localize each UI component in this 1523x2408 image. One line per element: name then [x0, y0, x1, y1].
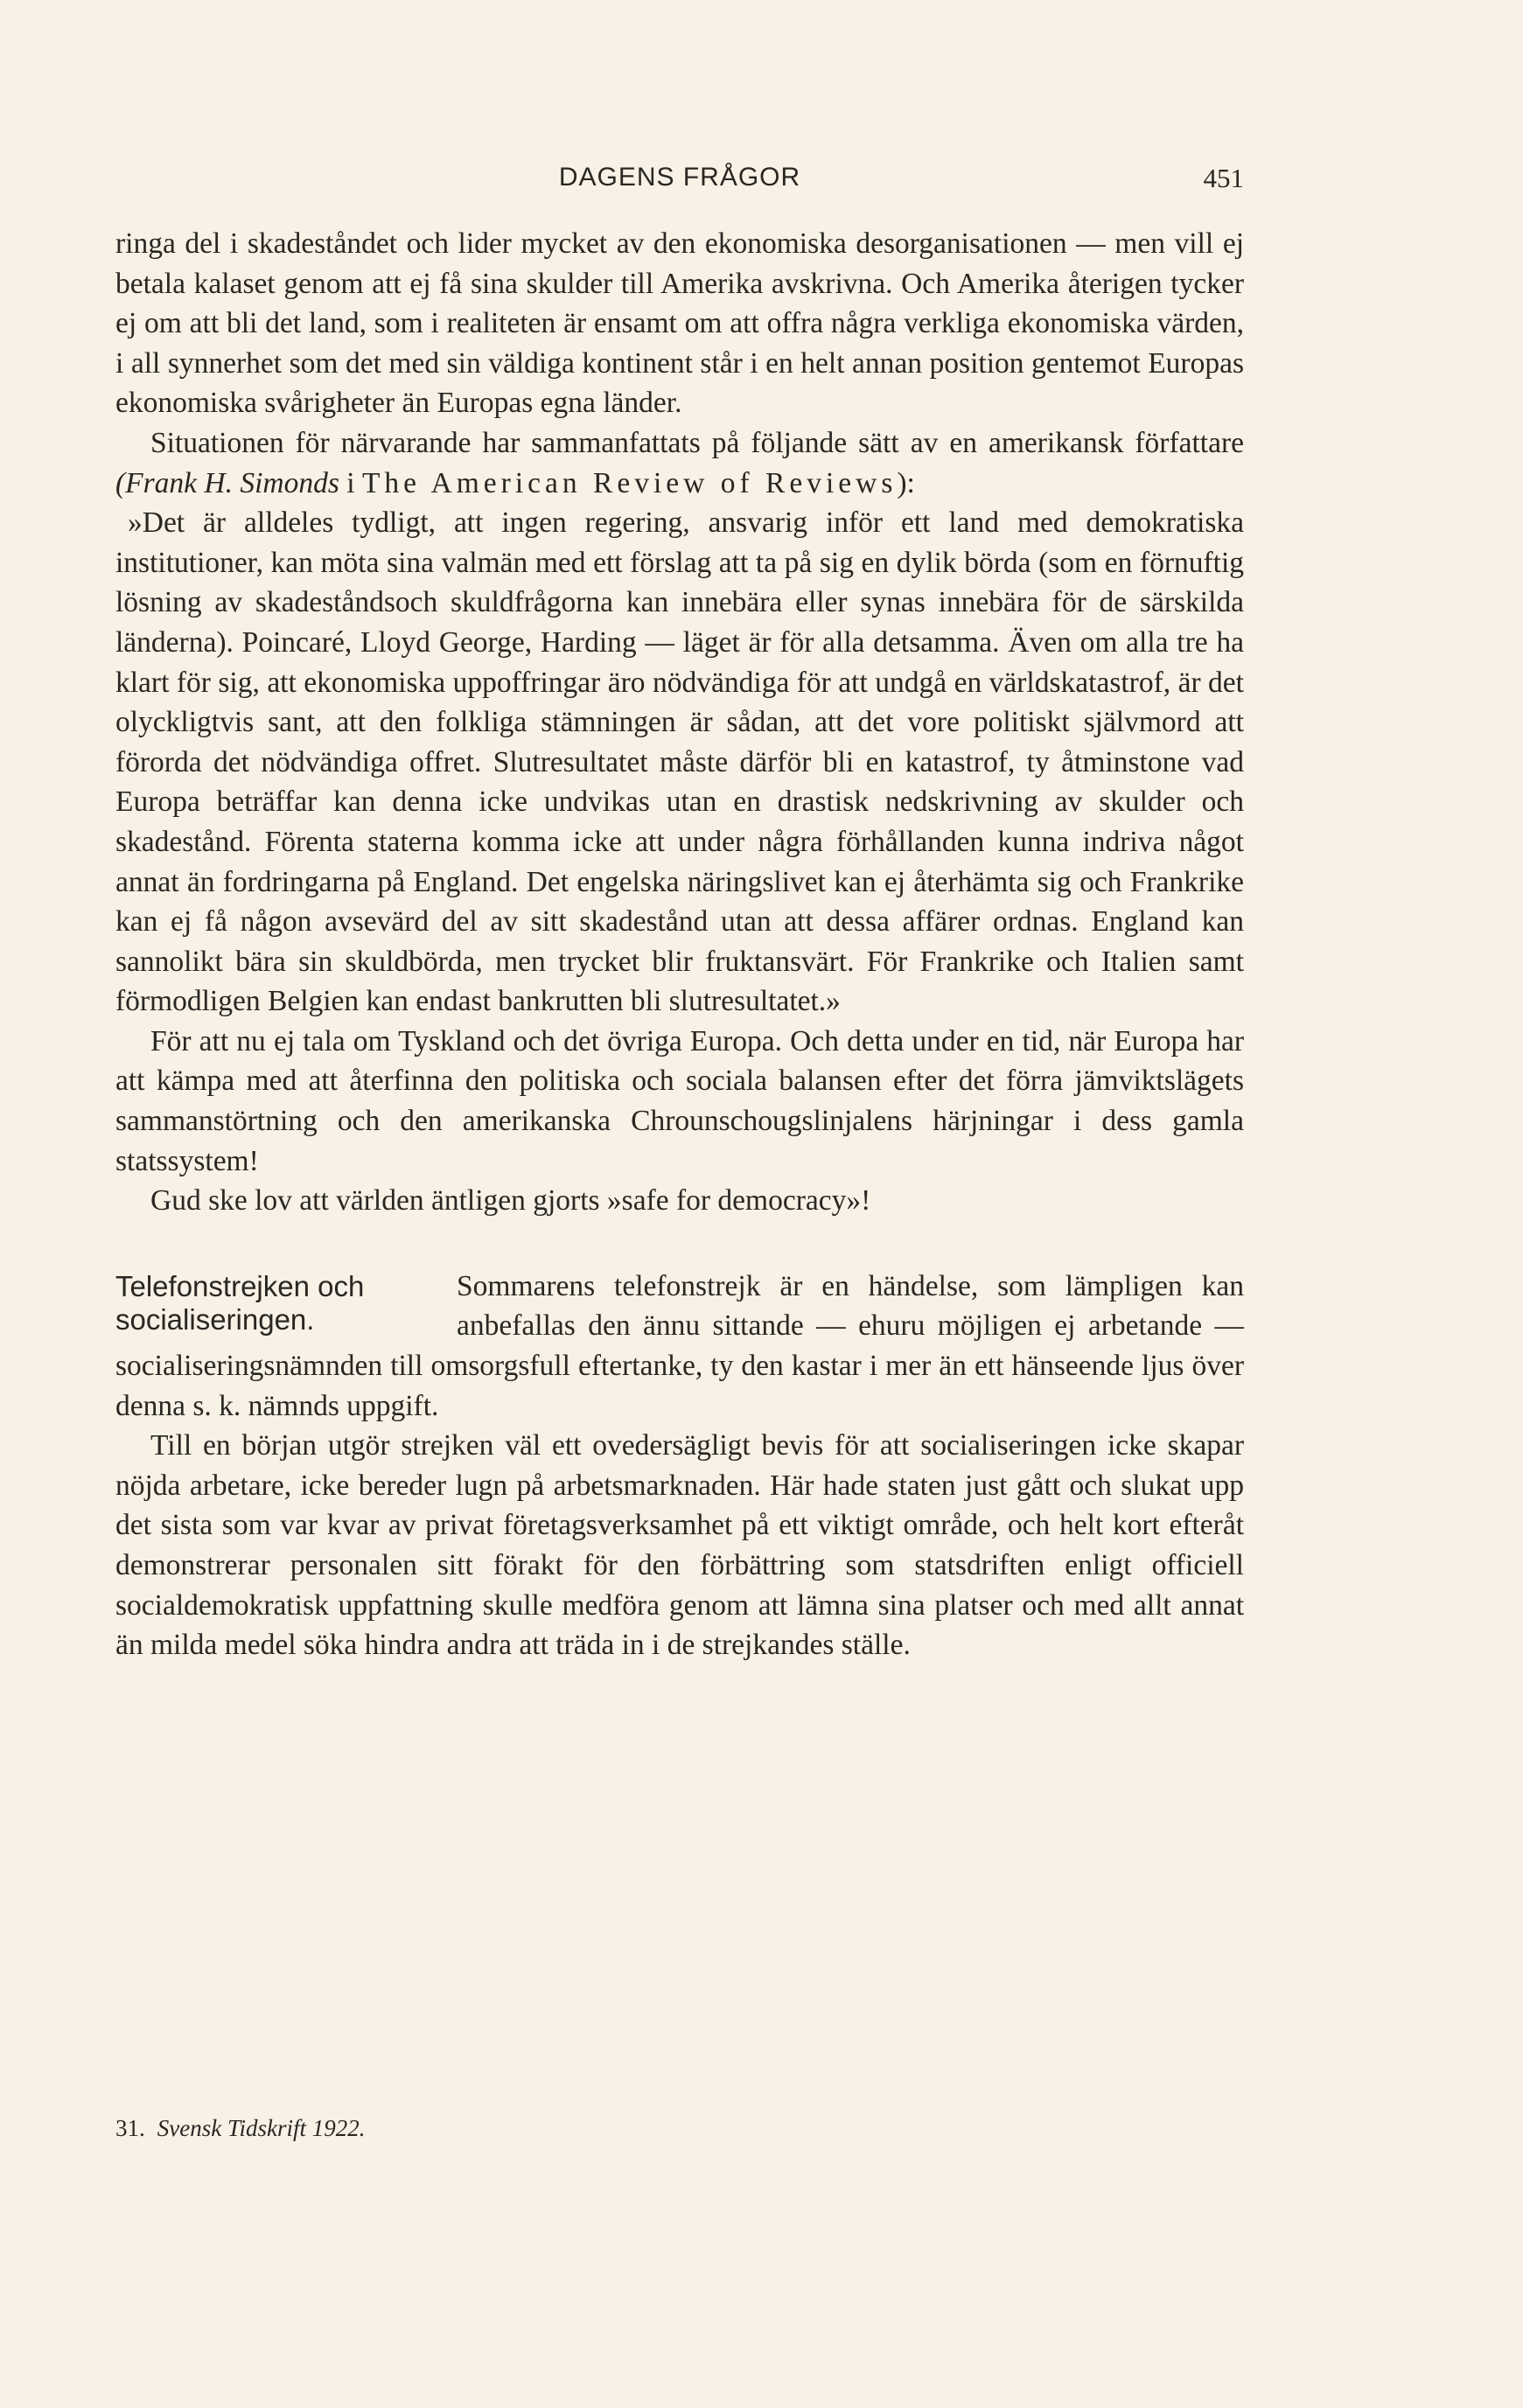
paragraph-continuation: ringa del i skadeståndet och lider mycket av den ekonomiska desorganisationen — men vill ej betala kalaset genom att ej få sina skulder till Amerika avskrivna. Och Amerika återigen tycker ej om att bli det land, som i realiteten är ensamt om att offra några verkliga ekonomiska värden, i all synnerhet som det med sin väldiga kontinent står i en helt annan position gentemot Europas ekonomiska svårigheter än Europas egna länder. [115, 227, 1244, 420]
paragraph-situation-mid: i [339, 466, 362, 499]
footer-journal: Svensk Tidskrift 1922. [157, 2115, 366, 2141]
section-heading: Telefonstrejken och socialiseringen. [115, 1269, 365, 1336]
paragraph-situation-start: Situationen för närvarande har sammanfattats på följande sätt av en amerikansk författare [150, 426, 1244, 459]
paragraph-strike-analysis: Till en början utgör strejken väl ett ovedersägligt bevis för att socialiseringen icke skapar nöjda arbetare, icke bereder lugn på arbetsmarknaden. Här hade staten just gått och slukat upp det sista som var kvar av privat företagsverksamhet på ett viktigt område, och helt kort efteråt demonstrerar personalen sitt förakt för den förbättring som statsdriften enligt officiell socialdemokratisk uppfattning skulle medföra genom att lämna sina platser och med allt annat än milda medel söka hindra andra att träda in i de strejkandes ställe. [115, 1429, 1244, 1662]
paragraph-situation-end: ): [897, 466, 915, 499]
paragraph-strike-intro: Sommarens telefonstrejk är en händelse, som lämpligen kan anbefallas den ännu sittande — ehuru möjligen ej arbetande — socialiseringsnämnden till omsorgsfull eftertanke, ty den kastar i mer än ett hänseende ljus över denna s. k. nämnds uppgift. [115, 1269, 1244, 1422]
journal-title: The American Review of Reviews [361, 466, 898, 499]
body-text [115, 224, 1244, 1665]
quotation: »Det är alldeles tydligt, att ingen regering, ansvarig inför ett land med demokratiska institutioner, kan möta sina valmän med ett förslag att ta på sig en dylik börda (som en förnuftig lösning av skadeståndsoch skuldfrågorna kan innebära eller synas innebära för de särskilda länderna). Poincaré, Lloyd George, Harding — läget är för alla detsamma. Även om alla tre ha klart för sig, att ekonomiska uppoffringar äro nödvändiga för att undgå en världskatastrof, är det olyckligtvis sant, att den folkliga stämningen är sådan, att det vore politiskt självmord att förorda det nödvändiga offret. Slutresultatet måste därför bli en katastrof, ty åtminstone vad Europa beträffar kan denna icke undvikas utan en drastisk nedskrivning av skulder och skadestånd. Förenta staterna komma icke att under några förhållanden kunna indriva något annat än fordringarna på England. Det engelska näringslivet kan ej återhämta sig och Frankrike kan ej få någon avsevärd del av sitt skadestånd utan att dessa affärer ordnas. England kan sannolikt bära sin skuldbörda, men trycket blir fruktansvärt. För Frankrike och Italien samt förmodligen Belgien kan endast bankrutten bli slutresultatet.» [115, 506, 1244, 1018]
author-citation: (Frank H. Simonds [115, 466, 339, 499]
running-head: DAGENS FRÅGOR [558, 163, 801, 192]
paragraph-europe: För att nu ej tala om Tyskland och det övriga Europa. Och detta under en tid, när Europa har att kämpa med att återfinna den politiska och sociala balansen efter det förra jämviktslägets sammanstörtning och den amerikanska Chrounschougslinjalens härjningar i dess gamla statssystem! [115, 1024, 1244, 1177]
paragraph-democracy: Gud ske lov att världen äntligen gjorts »safe for democracy»! [150, 1184, 871, 1218]
section-telefonstrejken [115, 1267, 1244, 1665]
signature-number: 31. [115, 2115, 145, 2141]
page-footer [115, 2115, 366, 2142]
page-header [115, 156, 1244, 199]
page-number: 451 [1203, 163, 1244, 193]
paragraph-situation [115, 423, 1244, 503]
